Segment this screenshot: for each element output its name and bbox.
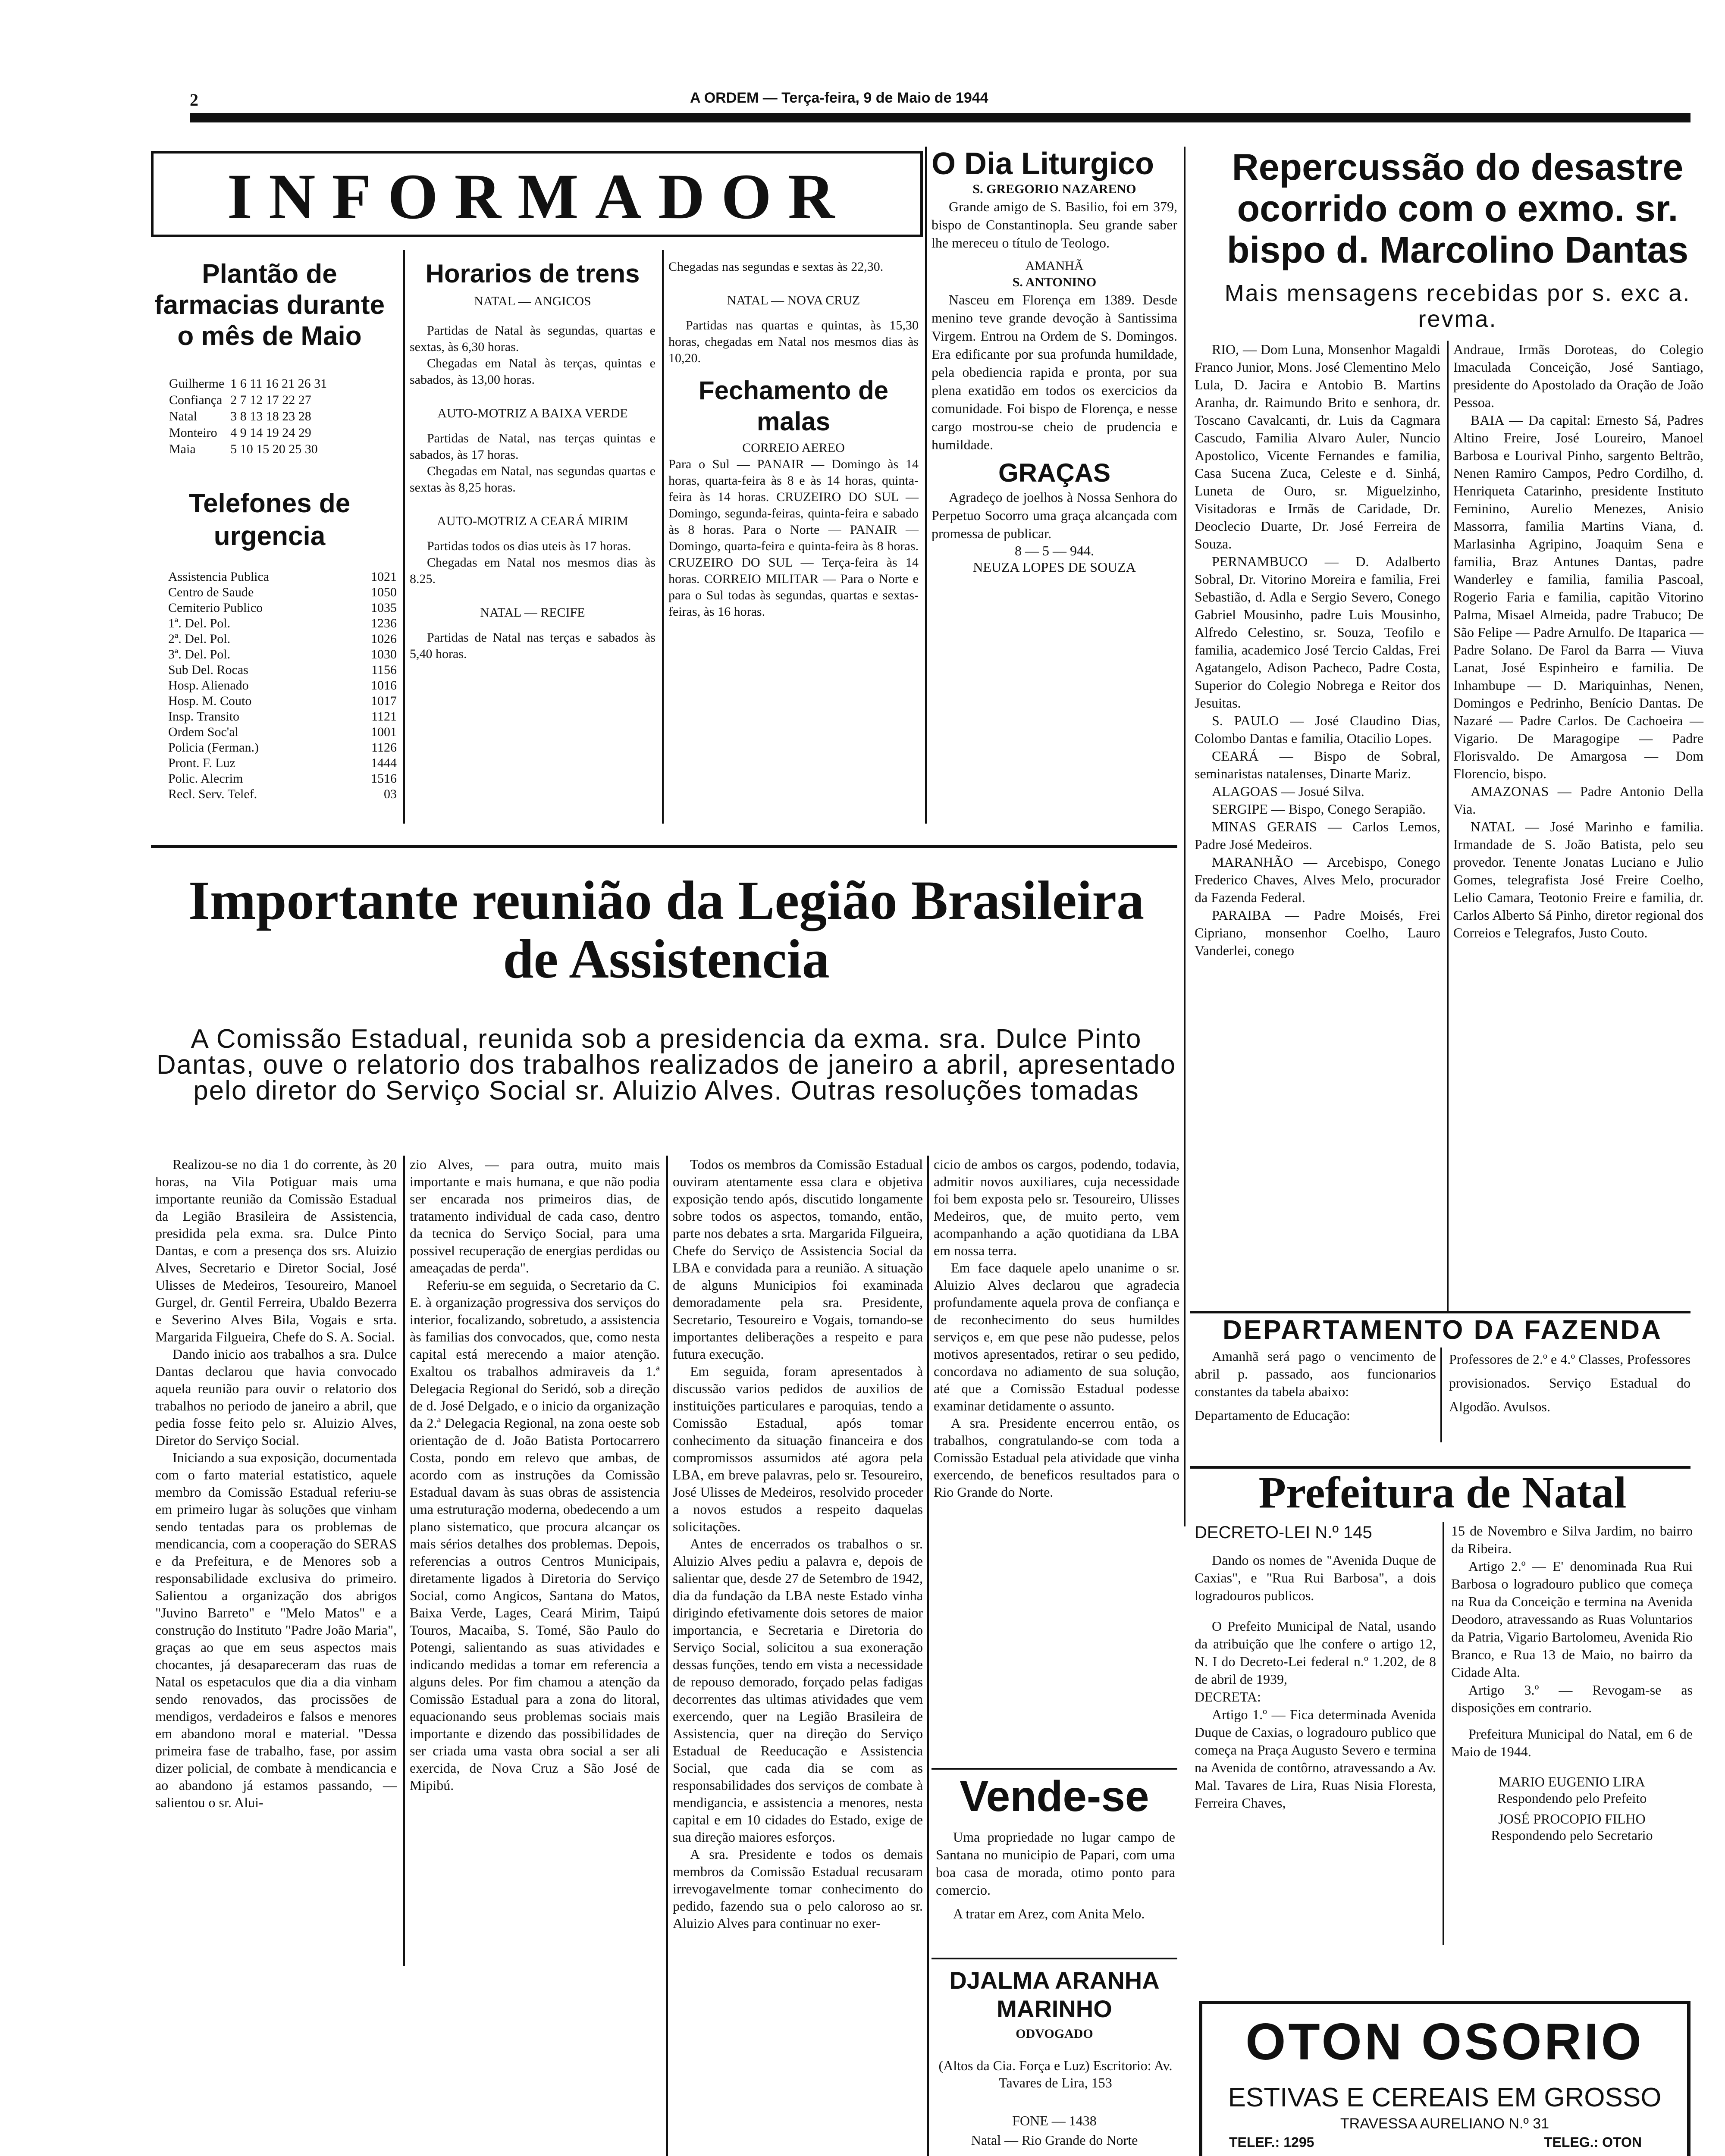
repercussao-text: MINAS GERAIS — Carlos Lemos, Padre José Medeiros. — [1195, 819, 1440, 852]
prefeitura-signature: MARIO EUGENIO LIRA — [1499, 1774, 1645, 1789]
trens-natal-recife: NATAL — RECIFE — [480, 605, 585, 620]
prefeitura-text3: Artigo 1.º — Fica determinada Avenida Duque de Caxias, o logradouro publico que começa na Praça Augusto Severo e termina na Avenida de contôrno, atravessando a Av. Mal. Tavares de Lira, Ruas Nisia Floresta, Ferreira Chaves, — [1195, 1707, 1436, 1811]
oton-telef: TELEF.: 1295 — [1229, 2134, 1314, 2150]
column-rule — [403, 1156, 405, 1966]
gracas-signature: NEUZA LOPES DE SOUZA — [973, 559, 1136, 575]
repercussao-text: BAIA — Da capital: Ernesto Sá, Padres Altino Freire, José Loureiro, Manoel Barbosa e Lourival Pinho, sargento Beltrão, Nenen Ramiro Campos, Pedro Cordilho, d. Henriqueta Catarinho, presidente Instituto Feminino, Aurelio Menezes, Anisio Massorra, familia Martins Viana, d. Marlasinha Agripino, Joaquim Sena e familia, Braz Antunes Dantas, padre Wanderley e familia, familia Pascoal, Rogerio Faria e familia, capitão Vitorino Palma, Misael Almeida, padre Trabuco; De São Felipe — Padre Arnulfo. De Itaparica — Padre Solano. De Farol da Barra — Viuva Lanat, José Espinheiro e familia. De Inhambupe — D. Mariquinhas, Nenen, Domingos e Pedrinho, Benício Dantas. De Nazaré — Padre Carlos. De Cachoeira — Vigario. De Maragogipe — Padre Florisvaldo. De Amargosa — Dom Florencio, bispo. — [1453, 412, 1703, 781]
departamento-right — [1449, 1348, 1690, 1419]
malas-column — [668, 259, 919, 620]
trens-text: Chegadas em Natal nos mesmos dias às 8.25. — [410, 555, 656, 586]
trens-heading: Horarios de trens — [425, 259, 640, 288]
legiao-paragraph: Dando inicio aos trabalhos a sra. Dulce Dantas declarou que havia convocado aquela reunião para ouvir o relatorio dos trabalhos no periodo de janeiro a abril, que pedia fosse feito pelo sr. Aluizio Alves, Diretor do Serviço Social. — [155, 1346, 397, 1448]
plantao-table — [168, 375, 333, 458]
departamento-left — [1195, 1348, 1436, 1424]
trens-auto-baixa-verde: AUTO-MOTRIZ A BAIXA VERDE — [437, 406, 628, 420]
repercussao-text: RIO, — Dom Luna, Monsenhor Magaldi Franco Junior, Mons. José Clementino Melo Lula, D. Jacira e Antobio B. Martins Aranha, dr. Raimundo Brito e senhora, dr. Toscano Cavalcanti, dr. Luis da Cagmara Cascudo, Familia Alvaro Auler, Nuncio Apostolico, Vicente Fernandes e familia, Casa Sucena Zuca, Celeste e d. Sinhá, Luneta de Ouro, sr. Miguelzinho, Visitadoras e Irmãs de Caridade, Dr. Deoclecio Duarte, Dr. José Ferreira de Souza. — [1195, 342, 1440, 552]
column-rule — [927, 1156, 929, 2156]
phone-row: 1ª. Del. Pol. 1236 — [168, 616, 397, 630]
trens-text: Chegadas em Natal às terças, quintas e sabados, às 13,00 horas. — [410, 356, 656, 387]
gracas-date: 8 — 5 — 944. — [1015, 543, 1094, 558]
vende-text2: A tratar em Arez, com Anita Melo. — [953, 1906, 1145, 1921]
column-rule — [403, 250, 405, 824]
prefeitura-text2: O Prefeito Municipal de Natal, usando da atribuição que lhe confere o artigo 12, N. I do Decreto-Lei federal n.º 1.202, de 8 de abril de 1939, — [1195, 1618, 1436, 1687]
legiao-col2 — [410, 1156, 660, 1794]
legiao-col1 — [155, 1156, 397, 1811]
djalma-role: ODVOGADO — [1016, 2027, 1093, 2041]
dia-liturgico-text2: Nasceu em Florença em 1389. Desde menino teve grande devoção à Santissima Virgem. Entrou na Ordem de S. Domingos. Era edificante por sua profunda humildade, pela obediencia rapida e pronta, por sua plena exatidão em todos os exercicios da comunidade. Foi bispo de Florença, e nesse cargo mostrou-se cheio de prudencia e humildade. — [932, 292, 1177, 452]
departamento-text3: Professores de 2.º e 4.º Classes, Professores provisionados. Serviço Estadual do Algodão. Avulsos. — [1449, 1351, 1690, 1414]
repercussao-right — [1453, 341, 1703, 942]
repercussao-text: PERNAMBUCO — D. Adalberto Sobral, Dr. Vitorino Moreira e familia, Frei Sebastião, d. Adla e Sergio Severo, Conego Gabriel Mousinho, padre Luis Mousinho, Alfredo Celestino, sr. Souza, Teofilo e familia, academico José Tercio Caldas, Frei Agatangelo, Adison Pacheco, Padre Costa, Superior do Colegio Nobrega e Reitor dos Jesuitas. — [1195, 554, 1440, 711]
legiao-deck: A Comissão Estadual, reunida sob a presidencia da exma. sra. Dulce Pinto Dantas, ouve o relatorio dos trabalhos realizados de janeiro a abril, apresentado pelo diretor do Serviço Social sr. Aluizio Alves. Outras resoluções tomadas — [156, 1024, 1176, 1106]
repercussao-left — [1195, 341, 1440, 959]
legiao-paragraph: Realizou-se no dia 1 do corrente, às 20 horas, na Vila Potiguar mais uma importante reunião da Comissão Estadual da Legião Brasileira de Assistencia, presidida pela exma. sra. Dulce Pinto Dantas, e com a presença dos srs. Aluizio Alves, Secretario e Diretor Social, José Ulisses de Medeiros, Tesoureiro, Manoel Gurgel, dr. Gentil Ferreira, Ubaldo Bezerra e Severino Alves Bila, Vogais e srta. Margarida Filgueira, Chefe do S. A. Social. — [155, 1156, 397, 1344]
phone-row: Ordem Soc'al 1001 — [168, 725, 397, 739]
legiao-col4 — [934, 1156, 1179, 1501]
repercussao-text: S. PAULO — José Claudino Dias, Colombo Dantas e familia, Otacilio Lopes. — [1195, 713, 1440, 746]
phone-row: Cemiterio Publico 1035 — [168, 601, 397, 615]
legiao-paragraph: zio Alves, — para outra, muito mais importante e mais humana, e que não podia ser encarada nos primeiros dias, de tratamento individual de cada caso, dentro da tecnica do Serviço Social, para uma possivel recuperação de energias perdidas ou ameaçadas de perda". — [410, 1156, 660, 1275]
phone-row: Assistencia Publica 1021 — [168, 570, 397, 584]
phone-row: Hosp. M. Couto 1017 — [168, 694, 397, 708]
dia-liturgico-title: O Dia Liturgico — [932, 147, 1154, 181]
phone-row: Pront. F. Luz 1444 — [168, 756, 397, 770]
phone-row: Centro de Saude 1050 — [168, 585, 397, 599]
repercussao-title: Repercussão do desastre ocorrido com o exmo. sr. bispo d. Marcolino Dantas — [1226, 147, 1689, 271]
prefeitura-text: Artigo 3.º — Revogam-se as disposições em contrario. — [1451, 1682, 1693, 1715]
phone-row: Hosp. Alienado 1016 — [168, 678, 397, 693]
plantao-row: Guilherme 1 6 11 16 21 26 31 — [169, 376, 327, 391]
legiao-col3 — [673, 1156, 923, 1932]
prefeitura-text: Prefeitura Municipal do Natal, em 6 de Maio de 1944. — [1451, 1726, 1693, 1759]
column-rule — [1184, 147, 1186, 1526]
prefeitura-text: Dando os nomes de "Avenida Duque de Caxias", e "Rua Rui Barbosa", a dois logradouros publicos. — [1195, 1552, 1436, 1603]
dia-liturgico-text: Grande amigo de S. Basilio, foi em 379, bispo de Constantinopla. Seu grande saber lhe mereceu o título de Teologo. — [932, 199, 1177, 251]
legiao-paragraph: A sra. Presidente e todos os demais membros da Comissão Estadual recusaram irrevogavelmente tomar conhecimento do pedido, fazendo sua o pelo caloroso ao sr. Aluizio Alves para continuar no exer- — [673, 1846, 923, 1931]
phone-row: Recl. Serv. Telef. 03 — [168, 787, 397, 801]
prefeitura-right — [1451, 1522, 1693, 1843]
section-rule — [932, 1768, 1177, 1770]
prefeitura-decree: DECRETO-LEI N.º 145 — [1195, 1523, 1372, 1542]
trens-auto-ceara-mirim: AUTO-MOTRIZ A CEARÁ MIRIM — [437, 514, 628, 528]
phone-row: 3ª. Del. Pol. 1030 — [168, 647, 397, 661]
legiao-paragraph: Em face daquele apelo unanime o sr. Aluizio Alves declarou que agradecia profundamente aquela prova de confiança e de reconhecimento do seus humildes serviços e, em que pese não pudesse, pelos motivos apresentados, retirar o seu pedido, concordava no adiamento de sua solução, até que a Comissão Estadual podesse examinar detidamente o assunto. — [934, 1260, 1179, 1413]
departamento-text: Amanhã será pago o vencimento de abril p. passado, aos funcionarios constantes da tabela abaixo: — [1195, 1348, 1436, 1399]
legiao-paragraph: Referiu-se em seguida, o Secretario da C. E. à organização progressiva dos serviços do interior, focalizando, sobretudo, a assistencia às familias dos convocados, que, como nesta capital está merecendo a maior atenção. Exaltou os trabalhos admiraveis da 1.ª Delegacia Regional do Seridó, sob a direção de d. José Delgado, e o inicio da organização da 2.ª Delegacia Regional, na zona oeste sob orientação de d. João Batista Portocarrero Costa, pondo em relevo que ambas, de acordo com as instruções da Comissão Estadual davam às suas obras de assistencia uma estruturação moderna, obedecendo a um plano sistematico, que procura alcançar os mais sérios detalhes dos problemas. Depois, referencias a outros Centros Municipais, diretamente ligados à Diretoria do Serviço Social, como Angicos, Santana do Matos, Baixa Verde, Lages, Ceará Mirim, Taipú Touros, Macaiba, S. Tomé, São Paulo do Potengi, salientando as suas atividades e indicando medidas a tomar em referencia a alguns deles. Por fim chamou a atenção da Comissão Estadual para a zona do litoral, equacionando seus problemas sociais mais importante e dizendo das possibilidades de ser criada uma vasta obra social a ser ali exercida, de Nova Cruz a São José de Mipibú. — [410, 1277, 660, 1793]
repercussao-text: NATAL — José Marinho e familia. Irmandade de S. João Batista, pelo seu provedor. Tenente Jonatas Luciano e Julio Gomes, telegrafista José Freire Coelho, Lelio Camara, Teotonio Freire e familia, dr. Carlos Alberto Sá Pinho, diretor regional dos Correios e Telegrafos, Justo Couto. — [1453, 819, 1703, 940]
repercussao-subtitle: Mais mensagens recebidas por s. exc a. revma. — [1224, 280, 1691, 332]
oton-name: OTON OSORIO — [1245, 2013, 1644, 2071]
legiao-paragraph: Em seguida, foram apresentados à discussão varios pedidos de auxilios de instituições particulares e paroquias, tendo a Comissão Estadual, após tomar conhecimento da situação financeira e dos compromissos assumidos até agora pela LBA, em breve palavras, pelo sr. Tesoureiro, José Ulisses de Medeiros, resolvido proceder a novos estudos a respeito daquelas solicitações. — [673, 1363, 923, 1534]
fechamento-heading: Fechamento de malas — [698, 376, 889, 436]
trens-text: Partidas de Natal, nas terças quintas e sabados, às 17 horas. — [410, 431, 656, 462]
phone-row: Policia (Ferman.) 1126 — [168, 740, 397, 755]
column-rule — [925, 147, 927, 824]
repercussao-text: AMAZONAS — Padre Antonio Della Via. — [1453, 783, 1703, 817]
correio-text: Para o Sul — PANAIR — Domingo às 14 horas, quarta-feira às 8 e às 14 horas, quinta-feira às 14 horas. CRUZEIRO DO SUL — Domingo, segunda-feiras, quinta-feira e sabado às 8 horas. Para o Norte — PANAIR — Domingo, quarta-feira e quinta-feira às 8 horas. CRUZEIRO DO SUL — Terça-feira às 14 horas. CORREIO MILITAR — Para o Norte e para o Sul todas às segundas, quartas e sextas-feiras, às 16 horas. — [668, 457, 919, 619]
trens-text: Partidas de Natal às segundas, quartas e sextas, às 6,30 horas. — [410, 323, 656, 354]
phone-row: Sub Del. Rocas 1156 — [168, 663, 397, 677]
prefeitura-signature-role: Respondendo pelo Prefeito — [1497, 1790, 1647, 1806]
plantao-row: Natal 3 8 13 18 23 28 — [169, 409, 311, 423]
plantao-row: Confiança 2 7 12 17 22 27 — [169, 393, 311, 407]
plantao-row: Monteiro 4 9 14 19 24 29 — [169, 426, 311, 440]
oton-line2: TRAVESSA AURELIANO N.º 31 — [1340, 2115, 1549, 2132]
correio-aereo-title: CORREIO AEREO — [742, 441, 845, 455]
top-rule — [190, 113, 1690, 122]
oton-line1: ESTIVAS E CEREAIS EM GROSSO — [1228, 2083, 1662, 2112]
page-number: 2 — [190, 90, 198, 110]
vende-text: Uma propriedade no lugar campo de Santana no municipio de Papari, com uma boa casa de morada, otimo ponto para comercio. — [936, 1829, 1175, 1898]
phone-row: 2ª. Del. Pol. 1026 — [168, 632, 397, 646]
legiao-paragraph: A sra. Presidente encerrou então, os trabalhos, congratulando-se com toda a Comissão Estadual pela atividade que vinha exercendo, de beneficos resultados para o Rio Grande do Norte. — [934, 1415, 1179, 1500]
santo-name: S. ANTONINO — [1012, 275, 1097, 289]
telefones-heading: Telefones de urgencia — [188, 489, 351, 551]
dia-liturgico-column — [932, 147, 1177, 575]
dia-liturgico-subtitle: S. GREGORIO NAZARENO — [972, 182, 1136, 196]
legiao-paragraph: cicio de ambos os cargos, podendo, todavia, admitir novos auxiliares, cuja necessidade foi bem exposta pelo sr. Tesoureiro, Ulisses Medeiros, que, de muito perto, vem acompanhando a ação quotidiana da LBA em nossa terra. — [934, 1156, 1179, 1258]
column-rule — [1447, 341, 1449, 1311]
column-rule — [666, 1156, 668, 2156]
column-rule — [662, 250, 664, 824]
section-rule — [151, 845, 1177, 848]
column-rule — [1440, 1348, 1442, 1442]
departamento-title: DEPARTAMENTO DA FAZENDA — [1223, 1315, 1662, 1345]
plantao-row: Maia 5 10 15 20 25 30 — [169, 442, 318, 456]
djalma-city: Natal — Rio Grande do Norte — [971, 2132, 1138, 2148]
vende-body — [936, 1828, 1175, 1923]
section-rule — [932, 1958, 1177, 1959]
telefones-list — [168, 569, 397, 802]
prefeitura-title: Prefeitura de Natal — [1258, 1468, 1627, 1517]
djalma-fone: FONE — 1438 — [1012, 2113, 1097, 2128]
prefeitura-text: 15 de Novembro e Silva Jardim, no bairro da Ribeira. — [1451, 1523, 1693, 1556]
legiao-headline: Importante reunião da Legião Brasileira de Assistencia — [188, 870, 1145, 990]
djalma-name: DJALMA ARANHA MARINHO — [949, 1967, 1160, 2022]
trens-text: Chegadas em Natal, nas segundas quartas e sextas às 8,25 horas. — [410, 464, 656, 495]
repercussao-text: CEARÁ — Bispo de Sobral, seminaristas natalenses, Dinarte Mariz. — [1195, 748, 1440, 781]
prefeitura-decreta: DECRETA: — [1195, 1689, 1261, 1705]
informador-title: INFORMADOR — [227, 161, 851, 232]
repercussao-text: Andraue, Irmãs Doroteas, do Colegio Imaculada Conceição, José Santiago, presidente do Apostolado da Oração de João Pessoa. — [1453, 342, 1703, 410]
trens-column — [410, 259, 656, 662]
legiao-paragraph: Iniciando a sua exposição, documentada com o farto material estatistico, aquele membro da Comissão Estadual referiu-se em primeiro lugar às soluções que vinham sendo tentadas para os problemas de mendicancia, com a cooperação do SERAS e da Prefeitura, e de Menores sob a responsabilidade exclusiva do primeiro. Salientou a organização dos abrigos "Juvino Barreto" e "Melo Matos" e a construção do Instituto "Padre João Maria", graças ao que em seus aspectos mais chocantes, já desapareceram das ruas de Natal os espetaculos que dia a dia vinham sendo renovados, das procissões de mendigos, verdadeiros e falsos e menores em abandono moral e material. "Dessa primeira fase de trabalho, fase, por assim dizer policial, de combate à mendicancia e ao abandono já estamos passando, — salientou o sr. Alui- — [155, 1450, 397, 1810]
repercussao-text: MARANHÃO — Arcebispo, Conego Frederico Chaves, Alves Melo, procurador da Fazenda Federal. — [1195, 854, 1440, 905]
repercussao-text: SERGIPE — Bispo, Conego Serapião. — [1212, 801, 1426, 817]
natal-nova-cruz-title: NATAL — NOVA CRUZ — [727, 293, 860, 307]
vende-title: Vende-se — [960, 1772, 1149, 1821]
phone-row: Insp. Transito 1121 — [168, 709, 397, 724]
phone-row: Polic. Alecrim 1516 — [168, 771, 397, 786]
departamento-text2: Departamento de Educação: — [1195, 1407, 1350, 1423]
repercussao-text: ALAGOAS — Josué Silva. — [1212, 783, 1364, 799]
running-title: A ORDEM — Terça-feira, 9 de Maio de 1944 — [690, 90, 988, 106]
column-rule — [1443, 1522, 1444, 1945]
trens-natal-angicos: NATAL — ANGICOS — [474, 294, 591, 308]
trens-text: Partidas todos os dias uteis às 17 horas. — [427, 539, 631, 553]
legiao-paragraph: Todos os membros da Comissão Estadual ouviram atentamente essa clara e objetiva exposição tendo após, discutido longamente sobre todos os aspectos, tomando, então, parte nos debates a srta. Margarida Filgueira, Chefe do Serviço de Assistencia Social da LBA e convidada para a reunião. A situação de alguns Municipios foi examinada demoradamente pela sra. Presidente, Secretario, Tesoureiro e Vogais, tomando-se importantes deliberações a respeito e para futura execução. — [673, 1156, 923, 1362]
prefeitura-signature: JOSÉ PROCOPIO FILHO — [1498, 1811, 1646, 1827]
prefeitura-left — [1195, 1522, 1436, 1812]
djalma-addr: (Altos da Cia. Força e Luz) Escritorio: Av. Tavares de Lira, 153 — [938, 2058, 1173, 2090]
gracas-title: GRAÇAS — [998, 458, 1110, 487]
repercussao-text: PARAIBA — Padre Moisés, Frei Cipriano, monsenhor Coelho, Lauro Vanderlei, conego — [1195, 907, 1440, 958]
prefeitura-signature-role: Respondendo pelo Secretario — [1491, 1827, 1653, 1843]
legiao-paragraph: Antes de encerrados os trabalhos o sr. Aluizio Alves pediu a palavra e, depois de salientar que, desde 27 de Setembro de 1942, dia da fundação da LBA neste Estado vinha dirigindo efetivamente dois setores de maior importancia, e Secretaria e Diretoria do Serviço Social, solicitou a sua exoneração dessas funções, tendo em vista a necessidade de repouso demorado, forçado pelas fadigas decorrentes das ultimas atividades que vem exercendo, quer na Legião Brasileira de Assistencia, quer na direção do Serviço Estadual de Reeducação e Assistencia Social, que cada dia se com as responsabilidades dos serviços de combate à mendigancia, e assistencia a menores, nesta capital e em 10 cidades do Estado, exige de sua direção maiores esforços. — [673, 1536, 923, 1845]
gracas-text: Agradeço de joelhos à Nossa Senhora do Perpetuo Socorro uma graça alcançada com promessa de publicar. — [932, 489, 1177, 541]
natal-nova-cruz-text: Partidas nas quartas e quintas, às 15,30 horas, chegadas em Natal nos mesmos dias às 10,20. — [668, 318, 919, 365]
chegadas-text: Chegadas nas segundas e sextas às 22,30. — [668, 260, 884, 274]
plantao-heading: Plantão de farmacias durante o mês de Maio — [154, 259, 385, 351]
trens-text: Partidas de Natal nas terças e sabados às 5,40 horas. — [410, 630, 656, 661]
amanha-label: AMANHÃ — [1025, 259, 1084, 273]
oton-teleg: TELEG.: OTON — [1544, 2134, 1642, 2150]
prefeitura-text: Artigo 2.º — E' denominada Rua Rui Barbosa o logradouro publico que começa na Rua da Conceição e termina na Avenida Deodoro, atravessando as Ruas Voluntarios da Patria, Vigario Bartolomeu, Avenida Rio Branco, e Rua 13 de Maio, no bairro da Cidade Alta. — [1451, 1558, 1693, 1680]
section-rule — [1190, 1311, 1690, 1313]
